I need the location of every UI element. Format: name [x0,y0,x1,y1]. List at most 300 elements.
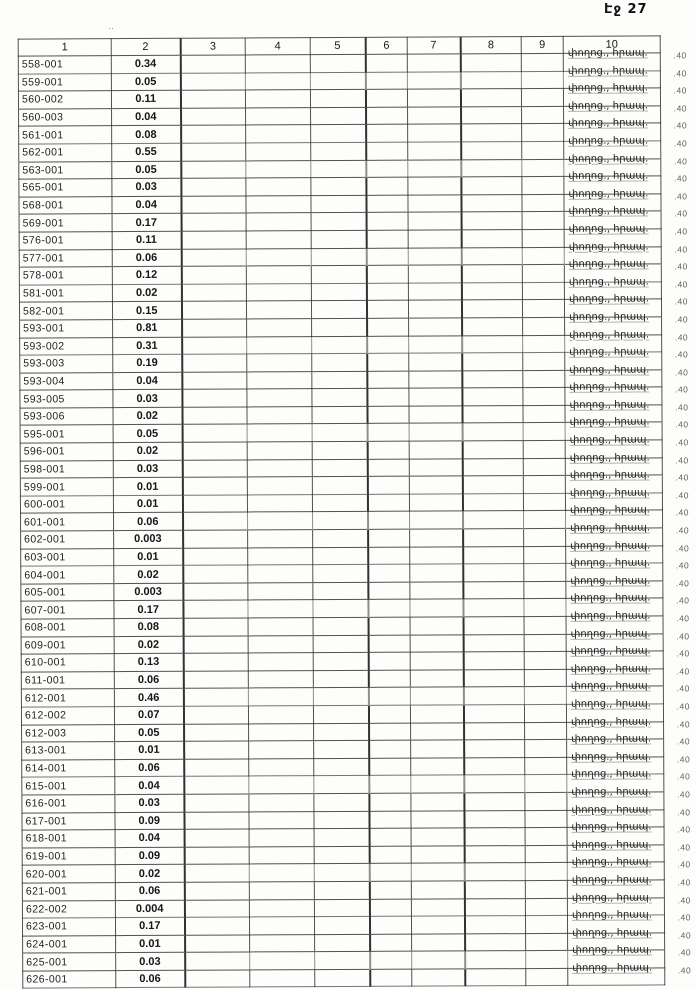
empty-cell-col7 [408,107,461,125]
parcel-code-cell: 596-001 [20,443,113,461]
empty-cell-col8 [465,933,526,951]
land-use-label: փողոց., հրապ. [568,117,649,130]
empty-cell-col3 [181,213,246,231]
empty-cell-col8 [464,916,525,934]
land-use-label: փողոց., հրապ. [570,592,651,605]
empty-cell-col6 [366,213,408,231]
empty-cell-col4 [246,213,311,231]
margin-note-fragment: .40 [675,419,689,430]
margin-note-fragment: .40 [673,120,688,131]
empty-cell-col4 [247,336,312,354]
empty-cell-col5 [314,828,369,846]
empty-cell-col3 [181,178,246,196]
column-header-7: 7 [407,37,460,54]
margin-note-fragment: .40 [676,683,690,694]
area-value-cell: 0.08 [114,618,183,636]
parcel-code-cell: 558-001 [18,56,111,74]
area-value-cell: 0.13 [114,653,183,671]
empty-cell-col5 [310,90,365,108]
margin-note-fragment: .40 [676,630,690,641]
empty-cell-col6 [366,195,408,213]
empty-cell-col8 [464,757,525,775]
empty-cell-col8 [460,89,521,107]
empty-cell-col5 [313,670,368,688]
parcel-code-cell: 562-001 [19,144,112,162]
area-value-cell: 0.06 [115,759,184,777]
empty-cell-col7 [409,423,462,441]
empty-cell-col6 [366,107,408,125]
land-use-label: փողոց., հրապ. [572,927,653,939]
empty-cell-col8 [462,370,523,388]
empty-cell-col3 [181,284,246,302]
parcel-code-cell: 616-001 [22,795,115,813]
empty-cell-col8 [460,54,521,72]
empty-cell-col4 [245,90,310,108]
land-use-label: փողոց., հրապ. [572,962,653,974]
margin-note-fragment: .40 [674,243,688,254]
margin-note-fragment: .40 [677,894,691,905]
area-value-cell: 0.02 [115,865,184,883]
parcel-code-cell: 620-001 [22,865,115,883]
land-use-label: փողոց., հրապ. [569,311,650,323]
empty-cell-col5 [312,477,367,495]
area-value-cell: 0.07 [114,706,183,724]
empty-cell-col9 [523,493,565,511]
area-value-cell: 0.01 [113,478,182,496]
margin-note-fragment: .40 [674,208,688,219]
parcel-code-cell: 617-001 [22,812,115,830]
empty-cell-col4 [249,811,314,829]
empty-cell-col6 [368,705,410,723]
empty-cell-col9 [522,177,564,195]
empty-cell-col3 [184,882,249,900]
empty-cell-col6 [367,406,409,424]
parcel-code-cell: 612-001 [21,689,114,707]
empty-cell-col4 [248,582,313,600]
margin-note-fragment: .40 [676,613,690,624]
empty-cell-col9 [526,951,568,969]
empty-cell-col7 [409,406,462,424]
land-use-label: փողոց., հրապ. [568,205,649,218]
empty-cell-col7 [410,617,463,635]
empty-cell-col8 [463,581,524,599]
parcel-code-cell: 623-001 [22,918,115,936]
margin-note-fragment: .40 [675,454,689,466]
empty-cell-col4 [249,741,314,759]
empty-cell-col8 [463,705,524,723]
land-use-label: փողոց., հրապ. [572,944,653,957]
empty-cell-col4 [248,635,313,653]
empty-cell-col7 [409,511,462,529]
empty-cell-col8 [461,247,522,265]
area-value-cell: 0.01 [115,741,184,759]
empty-cell-col9 [522,159,564,177]
empty-cell-col7 [411,758,464,776]
margin-note-fragment: .40 [677,929,692,941]
margin-note-fragment: .40 [673,138,688,149]
empty-cell-col5 [311,265,366,283]
empty-cell-col5 [312,336,367,354]
area-value-cell: 0.15 [112,302,181,320]
margin-note-fragment: .40 [676,736,691,747]
empty-cell-col8 [464,881,525,899]
empty-cell-col9 [525,757,567,775]
empty-cell-col9 [525,915,567,933]
empty-cell-col7 [407,54,460,72]
empty-cell-col3 [183,618,248,636]
empty-cell-col5 [314,899,369,917]
empty-cell-col6 [369,758,411,776]
empty-cell-col7 [408,177,461,195]
empty-cell-col6 [367,424,409,442]
area-value-cell: 0.04 [113,372,182,390]
area-value-cell: 0.17 [114,601,183,619]
empty-cell-col4 [247,459,312,477]
empty-cell-col3 [181,196,246,214]
empty-cell-col3 [184,776,249,794]
empty-cell-col4 [246,195,311,213]
empty-cell-col7 [412,934,465,952]
empty-cell-col5 [314,881,369,899]
margin-note-fragment: .40 [674,366,689,378]
empty-cell-col3 [183,600,248,618]
empty-cell-col6 [365,89,407,107]
margin-note-fragment: .40 [675,402,689,413]
empty-cell-col3 [182,495,247,513]
empty-cell-col3 [182,407,247,425]
empty-cell-col5 [312,406,367,424]
area-value-cell: 0.04 [115,777,184,795]
margin-note-fragment: .40 [675,542,690,553]
empty-cell-col6 [365,72,407,90]
empty-cell-col4 [247,319,312,337]
empty-cell-col5 [313,582,368,600]
empty-cell-col4 [249,723,314,741]
empty-cell-col4 [248,565,313,583]
empty-cell-col8 [462,493,523,511]
empty-cell-col5 [312,441,367,459]
empty-cell-col5 [314,741,369,759]
column-header-3: 3 [180,38,245,55]
parcel-code-cell: 565-001 [19,179,112,197]
empty-cell-col7 [407,72,460,90]
area-value-cell: 0.02 [114,565,183,583]
empty-cell-col5 [313,547,368,565]
area-value-cell: 0.003 [114,583,183,601]
empty-cell-col7 [410,547,463,565]
empty-cell-col3 [184,759,249,777]
empty-cell-col5 [311,301,366,319]
empty-cell-col9 [525,845,567,863]
empty-cell-col7 [412,969,465,987]
empty-cell-col9 [522,282,564,300]
empty-cell-col3 [183,565,248,583]
empty-cell-col9 [524,616,566,634]
empty-cell-col4 [246,283,311,301]
empty-cell-col5 [314,776,369,794]
empty-cell-col6 [366,248,408,266]
empty-cell-col9 [523,458,565,476]
empty-cell-col7 [408,230,461,248]
empty-cell-col6 [369,881,411,899]
empty-cell-col8 [464,898,525,916]
empty-cell-col4 [247,407,312,425]
empty-cell-col5 [312,494,367,512]
empty-cell-col7 [409,459,462,477]
area-value-cell: 0.05 [111,73,180,91]
empty-cell-col7 [410,687,463,705]
empty-cell-col5 [312,389,367,407]
empty-cell-col4 [248,688,313,706]
empty-cell-col3 [181,301,246,319]
land-use-label: փողոց., հրապ. [569,452,650,464]
empty-cell-col3 [183,583,248,601]
empty-cell-col9 [522,265,564,283]
margin-note-fragment: .40 [676,648,690,659]
land-use-label: փողոց., հրապ. [571,909,652,921]
empty-cell-col9 [523,388,565,406]
empty-cell-col8 [462,458,523,476]
empty-cell-col7 [408,124,461,142]
parcel-code-cell: 621-001 [22,883,115,901]
empty-cell-col6 [367,388,409,406]
parcel-code-cell: 604-001 [21,566,114,584]
empty-cell-col7 [408,247,461,265]
empty-cell-col8 [461,124,522,142]
land-use-label: փողոց., հրապ. [568,223,649,235]
empty-cell-col9 [524,599,566,617]
empty-cell-col8 [465,968,526,986]
area-value-cell: 0.11 [111,90,180,108]
land-use-label: փողոց., հրապ. [571,751,652,763]
empty-cell-col4 [249,829,314,847]
margin-note-fragment: .40 [676,771,691,782]
empty-cell-col3 [181,161,246,179]
empty-cell-col6 [366,230,408,248]
empty-cell-col8 [461,177,522,195]
parcel-code-cell: 582-001 [19,302,112,320]
land-use-label: փողոց., հրապ. [571,874,652,886]
area-value-cell: 0.01 [116,935,185,953]
land-use-label: փողոց., հրապ. [569,328,650,341]
empty-cell-col9 [523,423,565,441]
area-value-cell: 0.02 [114,636,183,654]
land-use-label: փողոց., հրապ. [571,804,652,816]
empty-cell-col7 [410,564,463,582]
land-use-label: փողոց., հրապ. [571,716,652,728]
empty-cell-col7 [410,652,463,670]
empty-cell-col6 [368,652,410,670]
empty-cell-col6 [369,740,411,758]
area-value-cell: 0.03 [115,794,184,812]
empty-cell-col5 [315,969,370,987]
area-value-cell: 0.34 [111,55,180,73]
empty-cell-col6 [368,617,410,635]
empty-cell-col7 [409,494,462,512]
empty-cell-col4 [246,248,311,266]
land-use-label: փողոց., հրապ. [569,381,650,394]
parcel-code-cell: 563-001 [19,161,112,179]
empty-cell-col9 [522,141,564,159]
empty-cell-col8 [462,476,523,494]
empty-cell-col8 [461,194,522,212]
empty-cell-col4 [249,882,314,900]
empty-cell-col7 [411,846,464,864]
empty-cell-col8 [462,388,523,406]
empty-cell-col8 [460,71,521,89]
empty-cell-col8 [463,599,524,617]
empty-cell-col9 [523,405,565,423]
empty-cell-col9 [526,968,568,986]
empty-cell-col5 [310,72,365,90]
parcel-code-cell: 593-003 [20,355,113,373]
empty-cell-col8 [464,740,525,758]
column-header-9: 9 [521,36,563,53]
empty-cell-col6 [366,265,408,283]
empty-cell-col7 [409,441,462,459]
land-use-label: փողոց., հրապ. [570,610,651,622]
land-use-label: փողոց., հրապ. [571,891,652,904]
parcel-code-cell: 593-001 [20,320,113,338]
land-use-label: փողոց., հրապ. [568,188,649,200]
table-row [23,968,665,989]
empty-cell-col4 [248,618,313,636]
empty-cell-col8 [461,282,522,300]
empty-cell-col5 [315,934,370,952]
parcel-code-cell: 610-001 [21,654,114,672]
empty-cell-col4 [249,776,314,794]
empty-cell-col6 [368,582,410,600]
empty-cell-col3 [183,512,248,530]
parcel-code-cell: 602-001 [21,531,114,549]
area-value-cell: 0.03 [113,390,182,408]
empty-cell-col6 [369,916,411,934]
area-value-cell: 0.17 [115,917,184,935]
land-use-label: փողոց., հրապ. [569,434,650,446]
area-value-cell: 0.03 [112,178,181,196]
empty-cell-col8 [463,669,524,687]
empty-cell-col7 [410,705,463,723]
empty-cell-col7 [411,916,464,934]
empty-cell-col3 [182,477,247,495]
empty-cell-col7 [411,863,464,881]
empty-cell-col6 [369,828,411,846]
empty-cell-col9 [524,687,566,705]
column-header-6: 6 [365,37,407,54]
empty-cell-col9 [525,880,567,898]
empty-cell-col9 [526,933,568,951]
empty-cell-col7 [410,670,463,688]
parcel-code-cell: 560-002 [18,91,111,109]
area-value-cell: 0.55 [112,143,181,161]
empty-cell-col9 [524,546,566,564]
empty-cell-col4 [245,72,310,90]
parcel-code-cell: 559-001 [18,73,111,91]
empty-cell-col8 [463,529,524,547]
land-use-label: փողոց., հրապ. [568,241,649,253]
empty-cell-col7 [409,318,462,336]
empty-cell-col5 [312,424,367,442]
area-value-cell: 0.003 [114,530,183,548]
empty-cell-col3 [182,389,247,407]
land-use-label: փողոց., հրապ. [571,839,652,851]
area-value-cell: 0.08 [112,126,181,144]
empty-cell-col9 [525,792,567,810]
parcel-code-cell: 581-001 [19,284,112,302]
empty-cell-col5 [313,529,368,547]
empty-cell-col9 [523,352,565,370]
land-use-label: փողոց., հրապ. [571,821,652,834]
land-use-label: փողոց., հրապ. [571,733,652,746]
area-value-cell: 0.03 [113,460,182,478]
margin-note-fragment: .40 [675,525,690,536]
empty-cell-col8 [463,687,524,705]
empty-cell-col7 [411,722,464,740]
page-number: Էջ 27 [604,2,648,17]
land-use-label: փողոց., հրապ. [569,504,650,517]
parcel-code-cell: 593-005 [20,390,113,408]
empty-cell-col3 [185,952,250,970]
empty-cell-col5 [311,195,366,213]
margin-note-fragment: .40 [674,191,688,202]
empty-cell-col7 [411,898,464,916]
empty-cell-col9 [524,634,566,652]
empty-cell-col4 [248,530,313,548]
empty-cell-col8 [464,775,525,793]
land-use-label: փողոց., հրապ. [568,135,649,147]
empty-cell-col3 [183,706,248,724]
table-skew-wrapper [18,35,692,989]
margin-note-fragment: .40 [675,472,689,483]
empty-cell-col9 [525,863,567,881]
empty-cell-col5 [314,864,369,882]
empty-cell-col8 [464,793,525,811]
land-use-label: փողոց., հրապ. [569,364,650,376]
empty-cell-col9 [523,476,565,494]
empty-cell-col3 [183,688,248,706]
empty-cell-col5 [311,213,366,231]
empty-cell-col9 [522,300,564,318]
margin-note-fragment: .40 [677,789,691,800]
empty-cell-col4 [246,107,311,125]
empty-cell-col5 [312,459,367,477]
empty-cell-col4 [246,231,311,249]
area-value-cell: 0.09 [115,847,184,865]
area-value-cell: 0.04 [112,196,181,214]
empty-cell-col7 [410,599,463,617]
empty-cell-col6 [369,846,411,864]
empty-cell-col9 [524,581,566,599]
land-use-label: փողոց., հրապ. [570,540,651,552]
empty-cell-col5 [314,916,369,934]
empty-cell-col3 [181,108,246,126]
empty-cell-col4 [246,178,311,196]
empty-cell-col6 [370,951,412,969]
empty-cell-col6 [367,353,409,371]
empty-cell-col4 [245,55,310,73]
empty-cell-col9 [521,71,563,89]
empty-cell-col8 [462,511,523,529]
empty-cell-col5 [313,635,368,653]
parcel-code-cell: 612-003 [22,724,115,742]
empty-cell-col7 [408,283,461,301]
area-value-cell: 0.05 [112,161,181,179]
area-value-cell: 0.06 [114,671,183,689]
parcel-code-cell: 593-006 [20,407,113,425]
empty-cell-col3 [183,671,248,689]
empty-cell-col4 [248,600,313,618]
land-use-label: փողոց., հրապ. [570,680,651,693]
